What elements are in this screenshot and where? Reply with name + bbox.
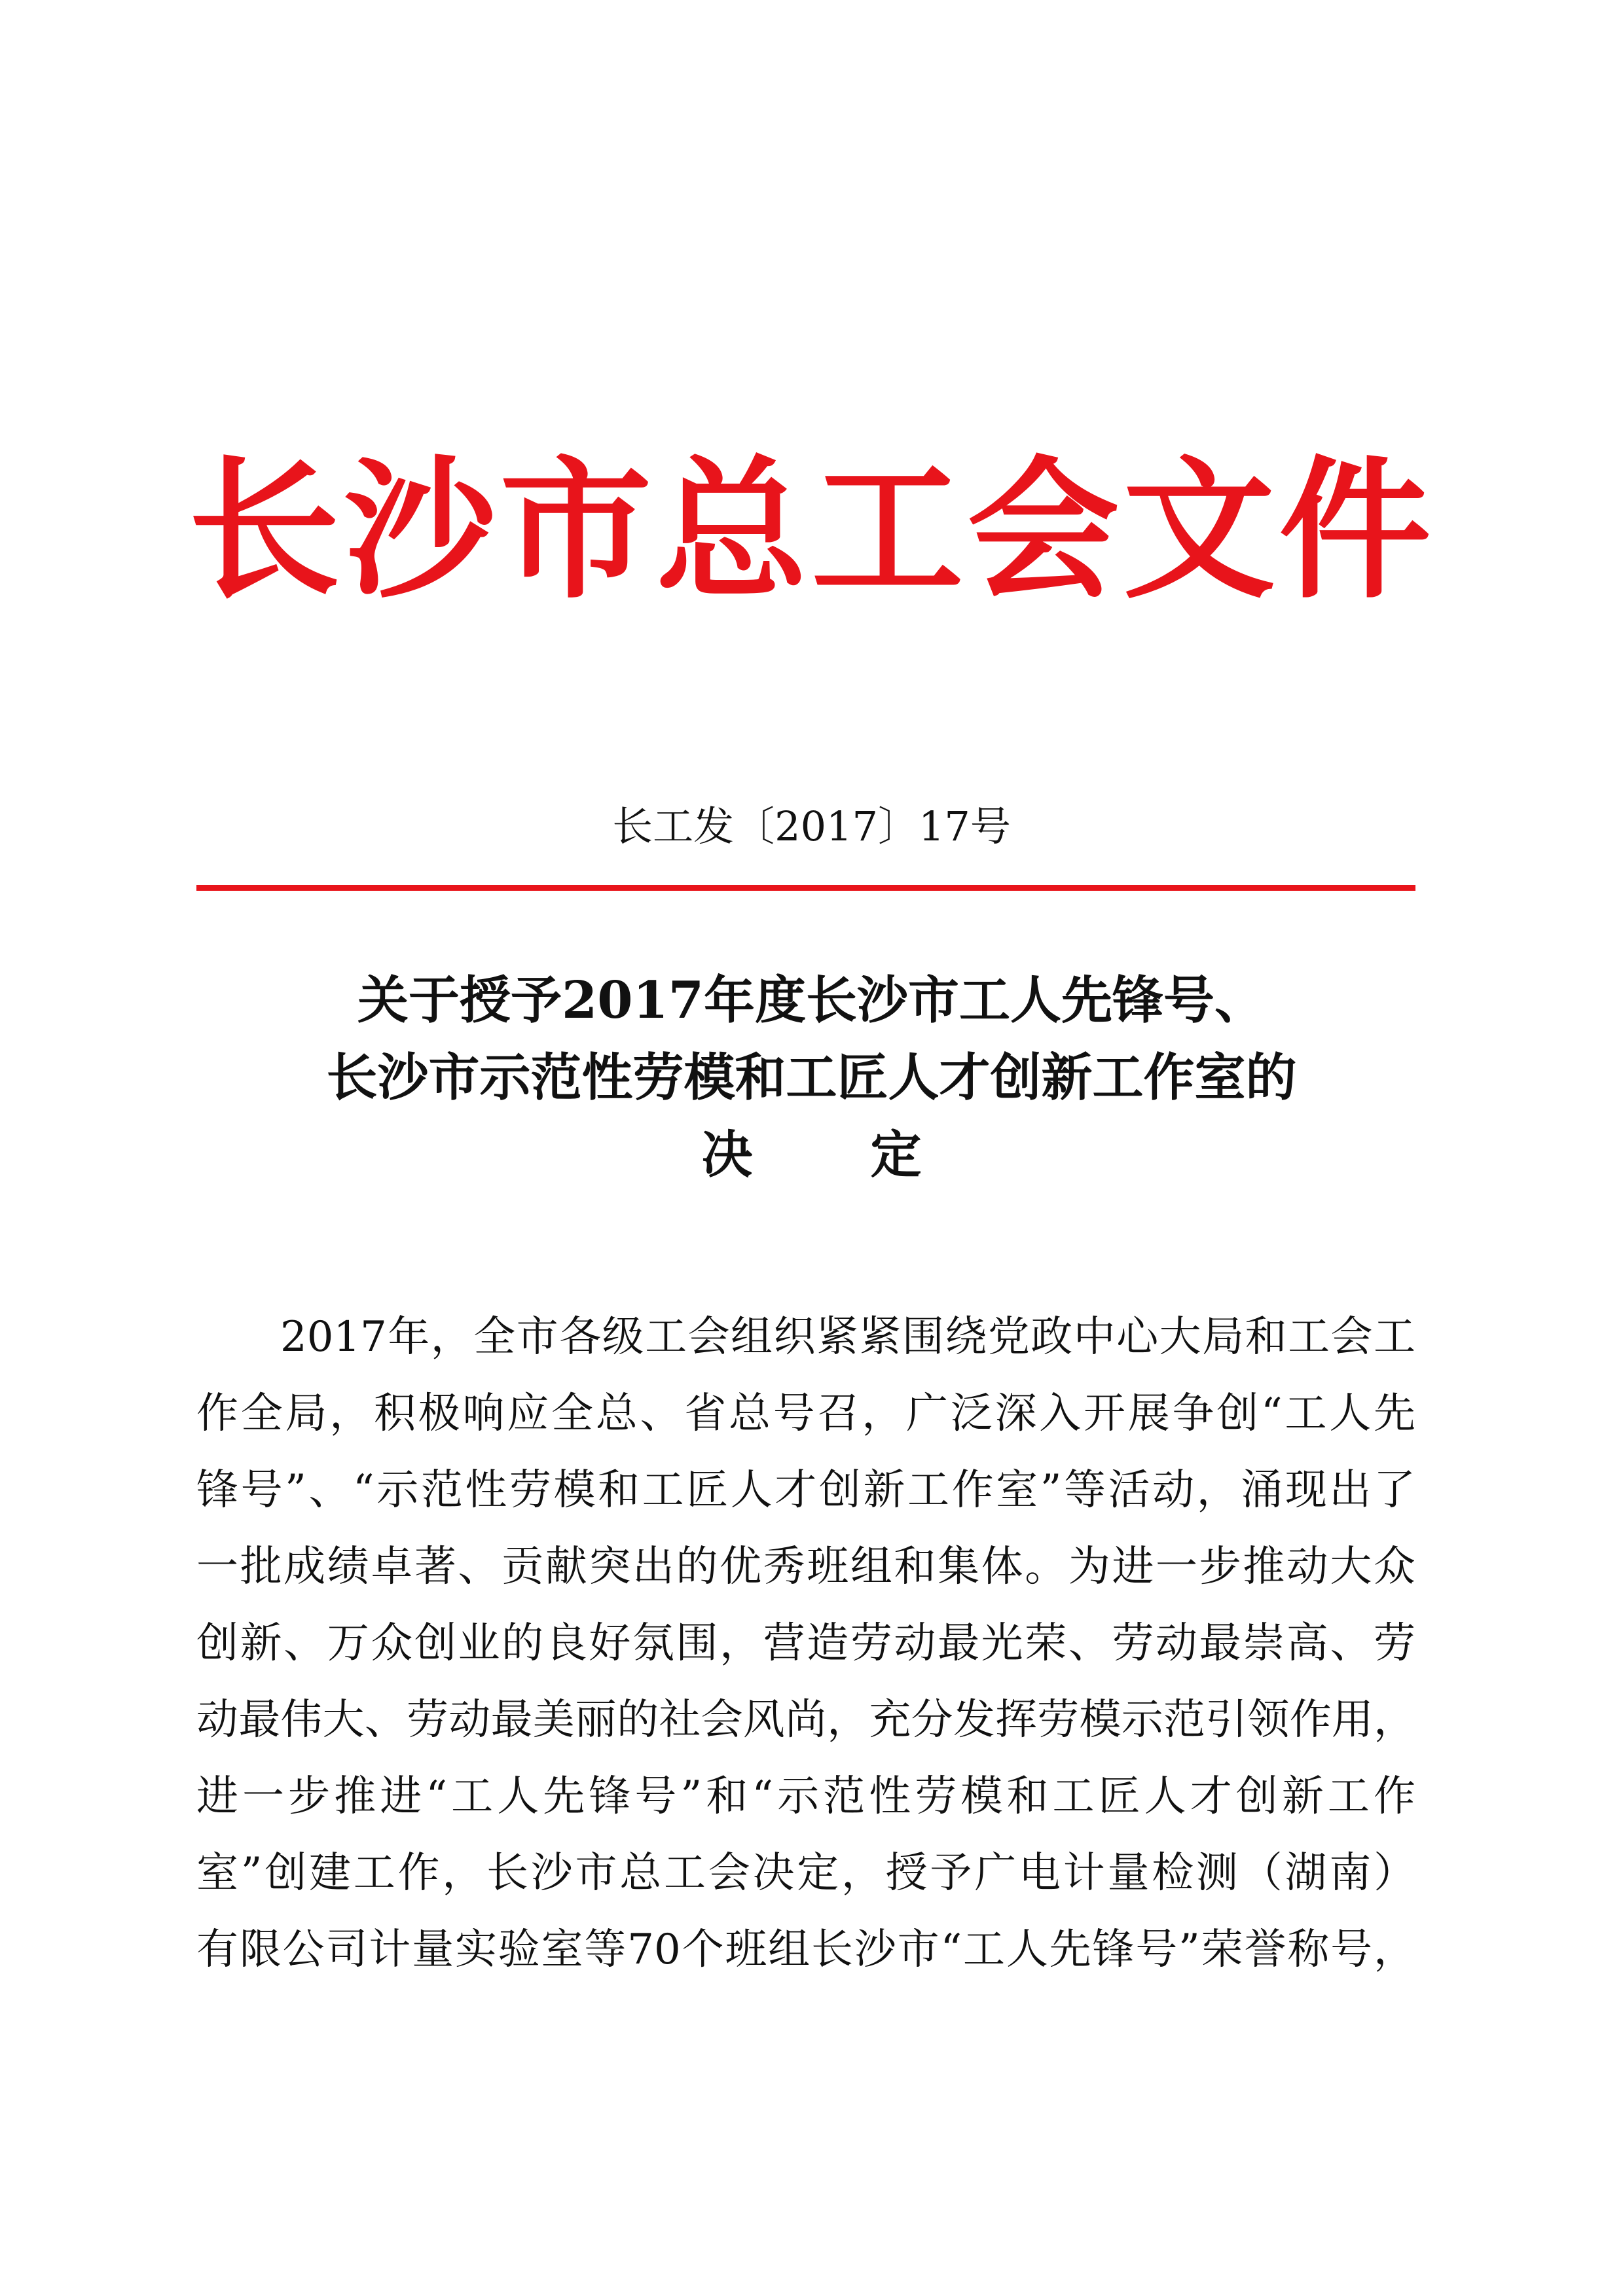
body-line: 2017年，全市各级工会组织紧紧围绕党政中心大局和工会工 [280, 1313, 1415, 1361]
title-line-3: 决定 [701, 1125, 1040, 1185]
body-line: 室”创建工作，长沙市总工会决定，授予广电计量检测（湖南） [196, 1849, 1415, 1897]
red-divider-line [196, 885, 1415, 891]
title-line-1: 关于授予2017年度长沙市工人先锋号、 [357, 971, 1266, 1030]
title-line-2: 长沙市示范性劳模和工匠人才创新工作室的 [326, 1048, 1297, 1107]
body-paragraph [196, 1299, 1415, 1988]
body-line: 进一步推进“工人先锋号”和“示范性劳模和工匠人才创新工作 [196, 1772, 1415, 1821]
body-line: 作全局，积极响应全总、省总号召，广泛深入开展争创“工人先 [196, 1390, 1415, 1438]
body-line: 有限公司计量实验室等70个班组长沙市“工人先锋号”荣誉称号， [196, 1926, 1415, 1974]
document-number: 长工发〔2017〕17号 [612, 802, 1011, 850]
body-line: 动最伟大、劳动最美丽的社会风尚，充分发挥劳模示范引领作用， [196, 1696, 1415, 1744]
body-line: 锋号”、“示范性劳模和工匠人才创新工作室”等活动，涌现出了 [196, 1466, 1415, 1515]
document-title [0, 962, 1623, 1194]
masthead-title: 长沙市总工会文件 [188, 440, 1435, 619]
body-line: 创新、万众创业的良好氛围，营造劳动最光荣、劳动最崇高、劳 [196, 1619, 1415, 1668]
body-line: 一批成绩卓著、贡献突出的优秀班组和集体。为进一步推动大众 [196, 1543, 1415, 1591]
